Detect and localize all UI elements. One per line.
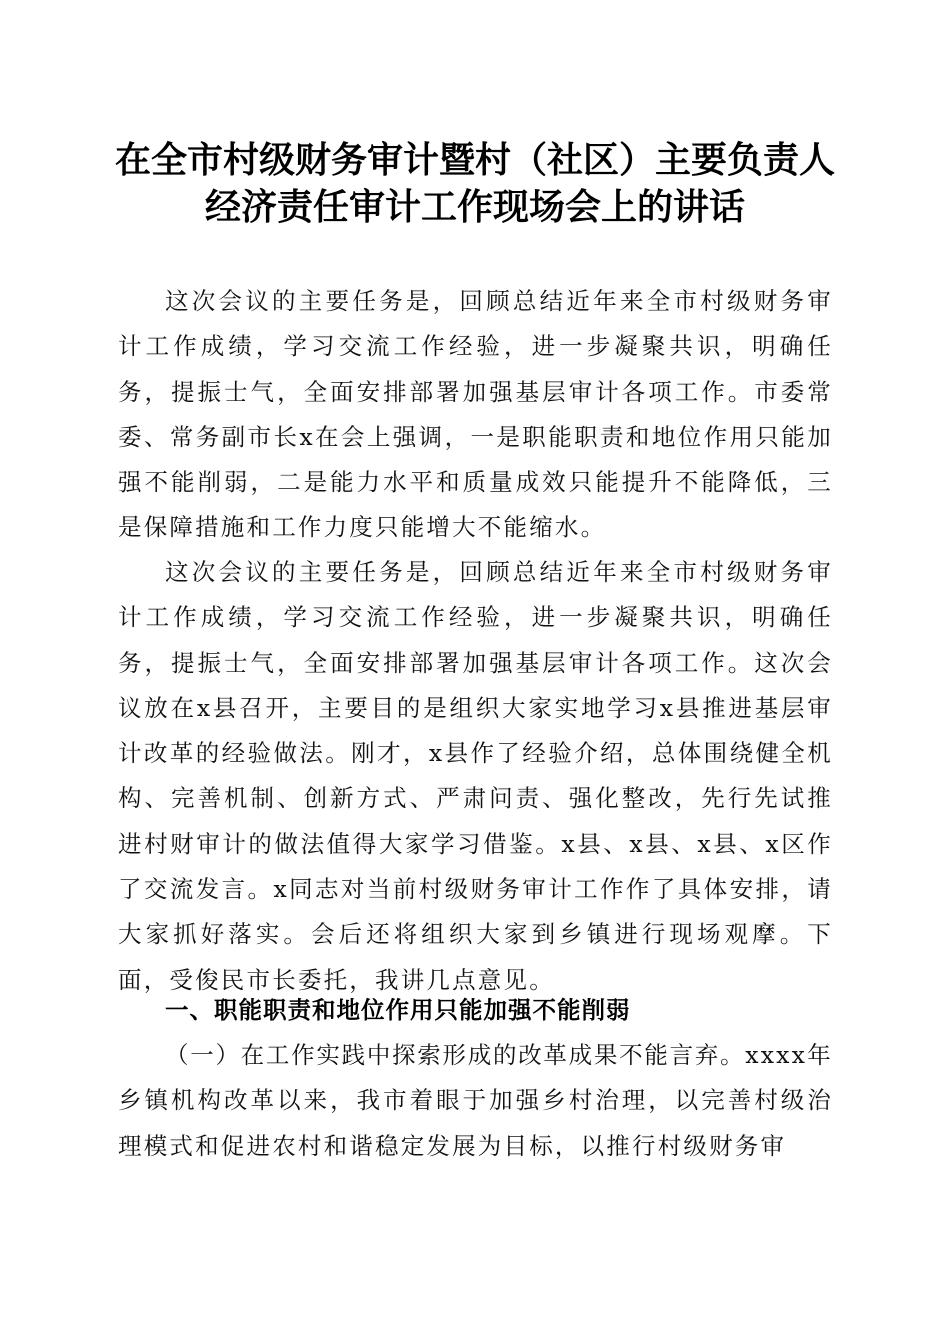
body-paragraph-3-text: xxxx年乡镇机构改革以来，我市着眼于加强乡村治理，以完善村级治理模式和促进农村和谐稳定发展为目标，以推行村级财务审 xyxy=(118,1041,834,1160)
document-title-line-2: 经济责任审计工作现场会上的讲话 xyxy=(204,186,745,228)
body-paragraph-1: 这次会议的主要任务是，回顾总结近年来全市村级财务审计工作成绩，学习交流工作经验，进一步凝聚共识，明确任务，提振士气，全面安排部署加强基层审计各项工作。市委常委、常务副市长x在会上强调，一是职能职责和地位作用只能加强不能削弱，二是能力水平和质量成效只能提升不能降低，三是保障措施和工作力度只能增大不能缩水。 xyxy=(118,287,833,542)
subsection-heading-1: （一）在工作实践中探索形成的改革成果不能言弃。 xyxy=(165,1041,746,1069)
body-paragraph-3 xyxy=(118,1033,833,1169)
document-title-line-1: 在全市村级财务审计暨村（社区）主要负责人 xyxy=(114,139,835,181)
section-heading-1: 一、职能职责和地位作用只能加强不能削弱 xyxy=(165,996,631,1024)
body-paragraph-2: 这次会议的主要任务是，回顾总结近年来全市村级财务审计工作成绩，学习交流工作经验，进一步凝聚共识，明确任务，提振士气，全面安排部署加强基层审计各项工作。这次会议放在x县召开，主要目的是组织大家实地学习x县推进基层审计改革的经验做法。刚才，x县作了经验介绍，总体围绕健全机构、完善机制、创新方式、严肃问责、强化整改，先行先试推进村财审计的做法值得大家学习借鉴。x县、x县、x县、x区作了交流发言。x同志对当前村级财务审计工作作了具体安排，请大家抓好落实。会后还将组织大家到乡镇进行现场观摩。下面，受俊民市长委托，我讲几点意见。 xyxy=(118,558,833,994)
